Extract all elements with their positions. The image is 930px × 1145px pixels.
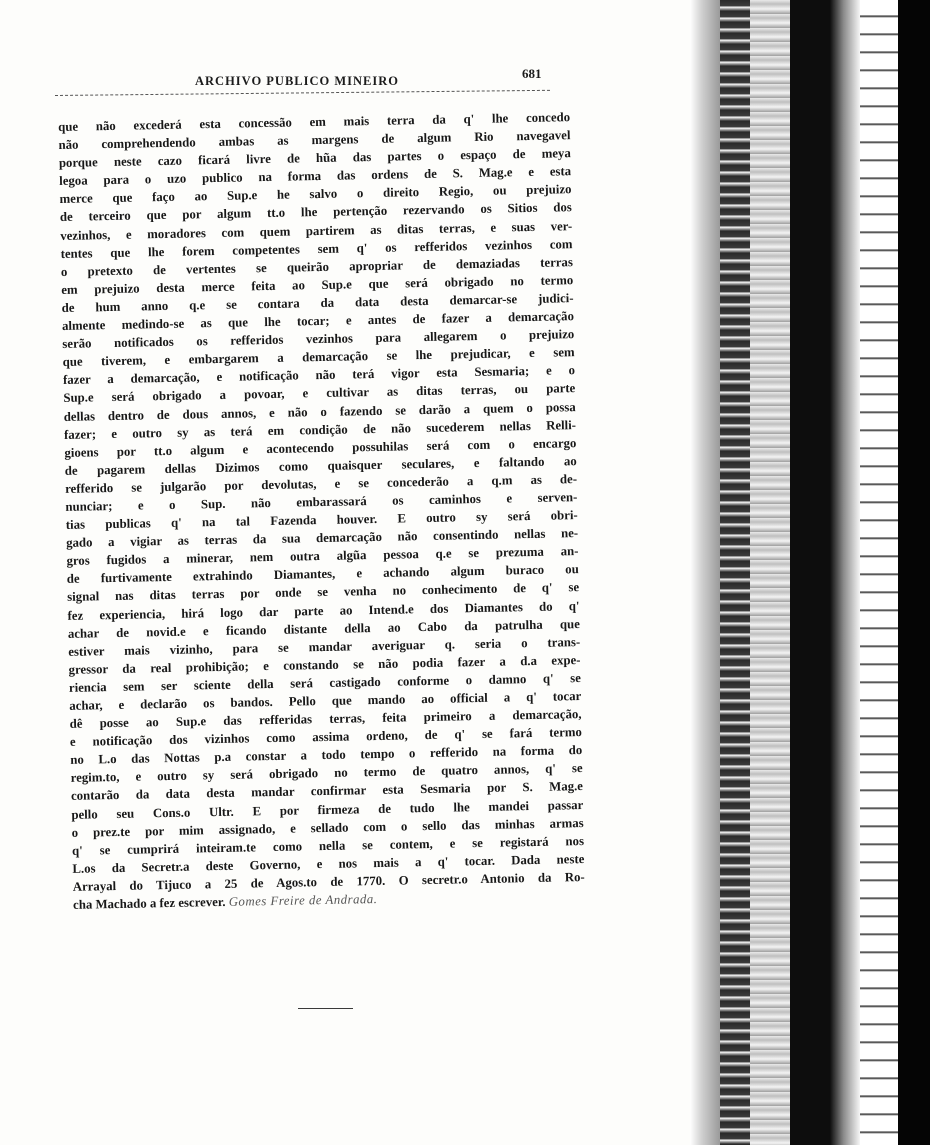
gutter-edge	[898, 0, 930, 1145]
text-line: estiver mais vizinho, para se mandar averiguar q. seria o trans-	[68, 634, 581, 659]
text-line: gado a vigiar as terras da sua demarcação não consentindo nellas ne-	[66, 526, 579, 551]
text-line: fez experiencia, hirá logo dar parte ao Intend.e dos Diamantes do q'	[67, 598, 580, 623]
text-line: porque neste cazo ficará livre de hũa das partes o espaço de meya	[58, 146, 571, 171]
gutter-spine-edge	[720, 0, 750, 1145]
running-head: ARCHIVO PUBLICO MINEIRO	[195, 74, 400, 88]
text-line: legoa para o uzo publico na forma das ordens de S. Mag.e e esta	[59, 164, 572, 189]
text-line: dê posse ao Sup.e das refferidas terras, feita primeiro a demarcação,	[69, 707, 582, 731]
text-line: tias publicas q' na tal Fazenda houver. E outro sy será obri-	[65, 508, 578, 532]
page-header	[55, 62, 550, 102]
text-line: contarão da data desta mandar confirmar esta Sesmaria por S. Mag.e	[70, 779, 584, 804]
text-line: Sup.e será obrigado a povoar, e cultivar as ditas terras, ou parte	[63, 381, 576, 406]
text-line: gioens por tt.o algum e acontecendo possuhilas será com o encargo	[64, 435, 577, 460]
closing-text: cha Machado a fez escrever.	[72, 894, 226, 912]
gutter-page-edges	[750, 0, 790, 1145]
text-line: almente medindo-se as que lhe tocar; e antes de fazer a demarcação	[61, 309, 575, 333]
text-line: fazer; e outro sy as terá em condição de não sucederem nellas Relli-	[63, 417, 577, 442]
text-line: o pretexto de vertentes se queirão apropriar de demaziadas terras	[60, 254, 573, 279]
text-line: L.os da Secretr.a deste Governo, e nos mais a q' tocar. Dada neste	[72, 851, 585, 876]
text-line: riencia sem ser sciente della será castigado conforme o damno q' se	[68, 670, 581, 695]
text-line: serão notificados os refferidos vezinhos para allegarem o prejuizo	[62, 327, 575, 352]
text-line: de pagarem dellas Dizimos como quaisquer seculares, e faltando ao	[64, 453, 577, 478]
body-text	[58, 108, 585, 914]
text-line: achar de novid.e e ficando distante della ao Cabo da patrulha que	[67, 616, 580, 641]
text-line: vezinhos, e moradores com quem partirem as ditas terras, e suas ver-	[60, 218, 573, 243]
text-line: pello seu Cons.o Ultr. E por firmeza de tudo lhe mandei passar	[71, 797, 584, 822]
end-rule	[298, 1008, 353, 1009]
text-line: Arrayal do Tijuco a 25 de Agos.to de 1770. O secretr.o Antonio da Ro-	[72, 869, 585, 894]
page-number: 681	[522, 66, 542, 81]
gutter-shadow	[690, 0, 720, 1145]
text-line: refferido se julgarão por devolutas, e se concederão a q.m as de-	[64, 471, 578, 496]
text-line: merce que faço ao Sup.e he salvo o direito Regio, ou prejuizo	[59, 182, 572, 207]
text-line: não comprehendendo ambas as margens de algum Rio navegavel	[58, 128, 571, 153]
text-line: gros fugidos a minerar, nem outra algũa pessoa q.e se prezuma an-	[66, 544, 579, 569]
gutter-fade	[830, 0, 860, 1145]
text-line: de hum anno q.e se contara da data desta demarcar-se judici-	[61, 291, 574, 315]
text-line: regim.to, e outro sy será obrigado no termo de quatro annos, q' se	[70, 761, 583, 786]
text-line: e notificação dos vizinhos como assima ordeno, de q' se fará termo	[69, 725, 583, 750]
text-line: gressor da real prohibição; e constando se não podia fazer a d.a expe-	[68, 652, 581, 677]
text-line: que não excederá esta concessão em mais terra da q' lhe concedo	[58, 110, 571, 134]
text-line: achar, e declarão os bandos. Pello que mando ao official a q' tocar	[69, 689, 582, 713]
book-binding-gutter	[690, 0, 930, 1145]
text-line: em prejuizo desta merce feita ao Sup.e que será obrigado no termo	[61, 272, 574, 297]
text-line: de furtivamente extrahindo Diamantes, e achando algum buraco ou	[66, 562, 579, 587]
text-line: de terceiro que por algum tt.o lhe pertenção rezervando os Sitios dos	[59, 200, 572, 225]
signature: Gomes Freire de Andrada.	[228, 892, 378, 909]
text-line: signal nas ditas terras por onde se venha no conhecimento de q' se	[67, 580, 580, 605]
text-line: tentes que lhe forem competentes sem q' os refferidos vezinhos com	[60, 236, 573, 261]
header-rule	[55, 90, 550, 96]
gutter-paper-strip	[860, 0, 898, 1145]
gutter-dark-band	[790, 0, 830, 1145]
text-line: fazer a demarcação, e notificação não terá vigor esta Sesmaria; e o	[62, 363, 576, 388]
text-line: que tiverem, e embargarem a demarcação se lhe prejudicar, e sem	[62, 345, 575, 370]
text-line: dellas dentro de dous annos, e não o fazendo se darão a quem o possa	[63, 399, 576, 424]
text-line: o prez.te por mim assignado, e sellado com o sello das minhas armas	[71, 815, 584, 840]
text-line: q' se cumprirá inteiram.te como nella se contem, e se registará nos	[71, 833, 585, 858]
text-line: no L.o das Nottas p.a constar a todo tempo o refferido na forma do	[70, 743, 583, 768]
text-line: nunciar; e o Sup. não embarassará os caminhos e serven-	[65, 490, 578, 514]
